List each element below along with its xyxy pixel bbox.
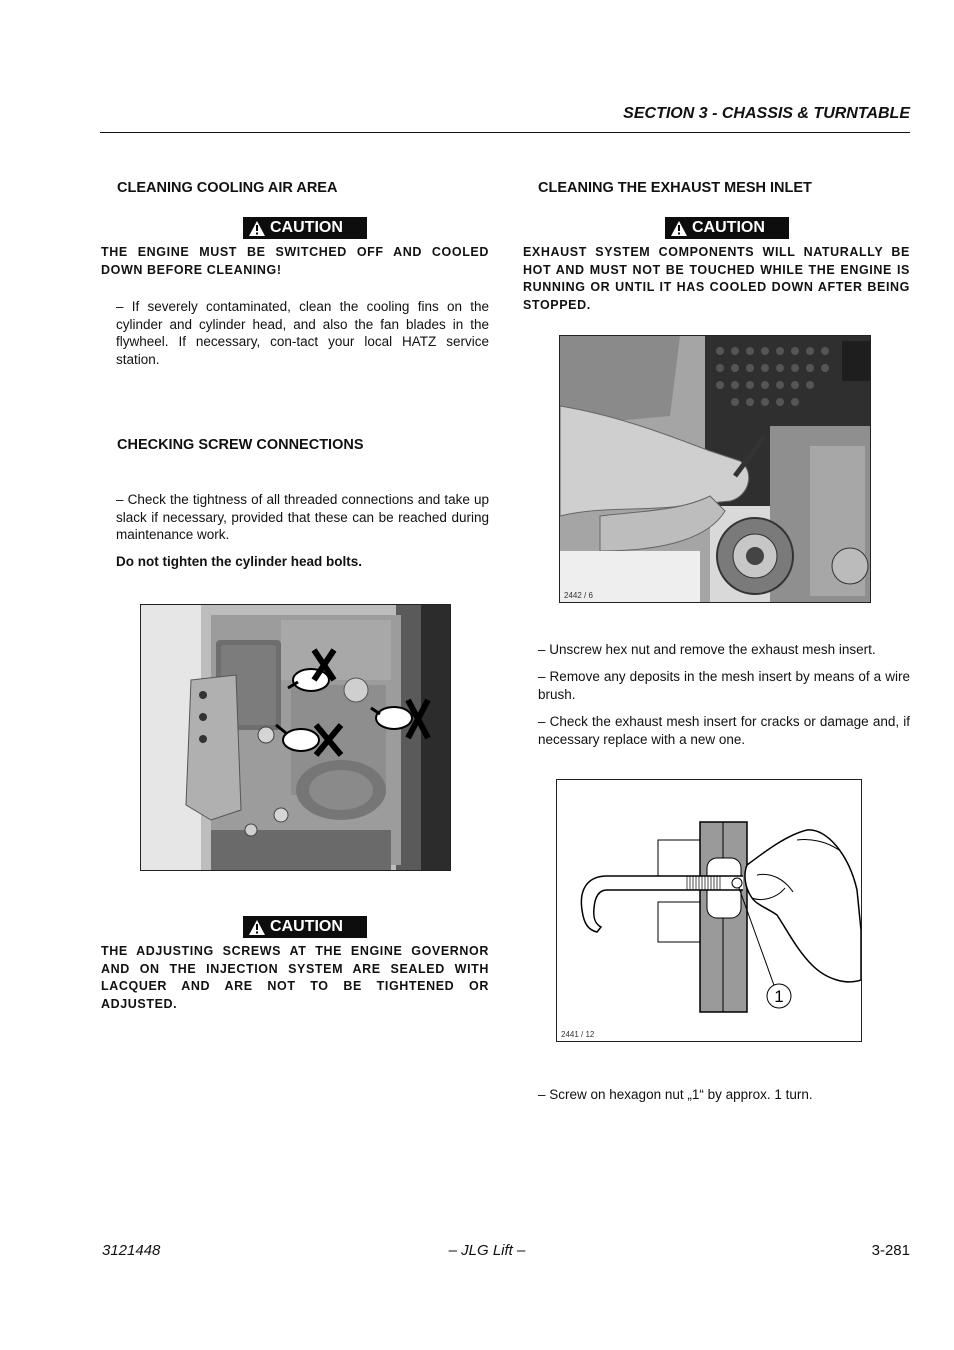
heading-exhaust-mesh: CLEANING THE EXHAUST MESH INLET — [538, 180, 812, 196]
caution-text-cooling: THE ENGINE MUST BE SWITCHED OFF AND COOLED DOWN BEFORE CLEANING! — [101, 245, 489, 277]
warning-triangle-icon — [249, 920, 265, 935]
caution-badge-governor — [243, 916, 367, 938]
footer-doc-number: 3121448 — [102, 1242, 161, 1259]
screw-instruction: – Check the tightness of all threaded connections and take up slack if necessary, provided that these can be reached during maintenance work. — [116, 492, 489, 542]
exhaust-step-3: – Check the exhaust mesh insert for cracks or damage and, if necessary replace with a new one. — [538, 714, 910, 747]
heading-cooling-air: CLEANING COOLING AIR AREA — [117, 180, 338, 196]
caution-text-governor: THE ADJUSTING SCREWS AT THE ENGINE GOVERNOR AND ON THE INJECTION SYSTEM ARE SEALED WITH LACQUER AND ARE NOT TO BE TIGHTENED OR ADJUSTED. — [101, 944, 489, 1011]
exhaust-step-2: – Remove any deposits in the mesh insert by means of a wire brush. — [538, 669, 910, 702]
cylinder-head-note: Do not tighten the cylinder head bolts. — [116, 554, 363, 569]
diagram-code: 2441 / 12 — [561, 1030, 595, 1039]
caution-text-exhaust: EXHAUST SYSTEM COMPONENTS WILL NATURALLY BE HOT AND MUST NOT BE TOUCHED WHILE THE ENGINE IS RUNNING OR UNTIL IT HAS COOLED DOWN AFTER BEING STOPPED. — [523, 245, 910, 312]
caution-label: CAUTION — [692, 219, 765, 236]
mesh-insert-diagram — [556, 779, 862, 1042]
exhaust-final-step: – Screw on hexagon nut „1“ by approx. 1 turn. — [538, 1087, 813, 1102]
engine-photo-screws — [140, 604, 451, 871]
section-title: SECTION 3 - CHASSIS & TURNTABLE — [623, 105, 910, 122]
caution-badge-exhaust — [665, 217, 789, 239]
exhaust-step-1: – Unscrew hex nut and remove the exhaust mesh insert. — [538, 642, 876, 657]
caution-label: CAUTION — [270, 219, 343, 236]
footer-page-number: 3-281 — [871, 1242, 910, 1259]
header-rule — [100, 132, 910, 133]
cooling-instruction: – If severely contaminated, clean the cooling fins on the cylinder and cylinder head, and also the fan blades in the flywheel. If necessary, con-tact your local HATZ service station. — [116, 299, 489, 367]
footer-center: – JLG Lift – — [448, 1242, 526, 1259]
warning-triangle-icon — [249, 221, 265, 236]
warning-triangle-icon — [671, 221, 687, 236]
heading-screw-connections: CHECKING SCREW CONNECTIONS — [117, 437, 364, 453]
exhaust-photo — [559, 335, 871, 603]
caution-label: CAUTION — [270, 918, 343, 935]
callout-number: 1 — [774, 987, 784, 1006]
photo-code: 2442 / 6 — [564, 591, 593, 600]
caution-badge-cooling — [243, 217, 367, 239]
